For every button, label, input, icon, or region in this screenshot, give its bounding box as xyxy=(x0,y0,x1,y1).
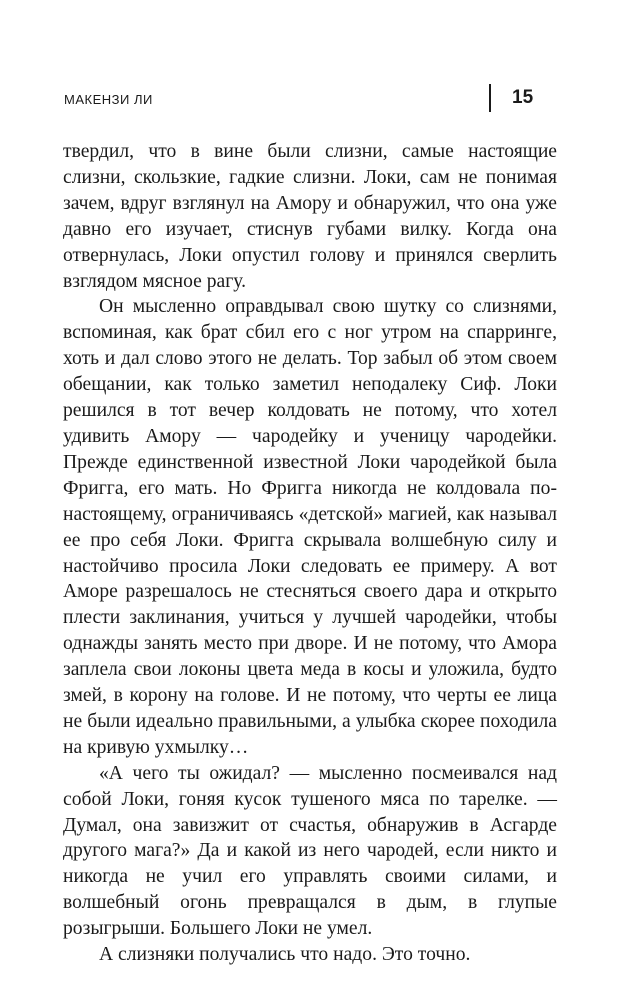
running-header-author: МАКЕНЗИ ЛИ xyxy=(64,92,153,107)
paragraph-1: твердил, что в вине были слизни, самые настоящие слизни, скользкие, гадкие слизни. Локи, сам не понимая зачем, вдруг взглянул на Амору и обнаружил, что она уже давно его изучает, стиснув губами вилку. Когда она отвернулась, Локи опустил голову и принялся сверлить взглядом мясное рагу. xyxy=(63,141,557,292)
body-text xyxy=(63,139,557,968)
paragraph-2: Он мысленно оправдывал свою шутку со слизнями, вспоминая, как брат сбил его с ног утром на спарринге, хоть и дал слово этого не делать. Тор забыл об этом своем обещании, как только заметил неподалеку Сиф. Локи решился в тот вечер колдовать не потому, что хотел удивить Амору — чародейку и ученицу чародейки. Прежде единственной известной Локи чародейкой была Фригга, его мать. Но Фригга никогда не колдовала по-настоящему, ограничиваясь «детской» магией, как называл ее про себя Локи. Фригга скрывала волшебную силу и настойчиво просила Локи следовать ее примеру. А вот Аморе разрешалось не стесняться своего дара и открыто плести заклинания, учиться у лучшей чародейки, чтобы однажды занять место при дворе. И не потому, что Амора заплела свои локоны цвета меда в косы и уложила, будто змей, в корону на голове. И не потому, что черты ее лица не были идеально правильными, а улыбка скорее походила на кривую ухмылку… xyxy=(63,296,557,758)
paragraph-4: А слизняки получались что надо. Это точно. xyxy=(99,944,471,966)
paragraph-3: «А чего ты ожидал? — мысленно посмеивался над собой Локи, гоняя кусок тушеного мяса по тарелке. — Думал, она завизжит от счастья, обнаружив в Асгарде другого мага?» Да и какой из него чародей, если никто и никогда не учил его управлять своими силами, и волшебный огонь превращался в дым, в глупые розыгрыши. Большего Локи не умел. xyxy=(63,762,557,940)
header-divider xyxy=(489,84,491,112)
page-number: 15 xyxy=(512,87,534,108)
